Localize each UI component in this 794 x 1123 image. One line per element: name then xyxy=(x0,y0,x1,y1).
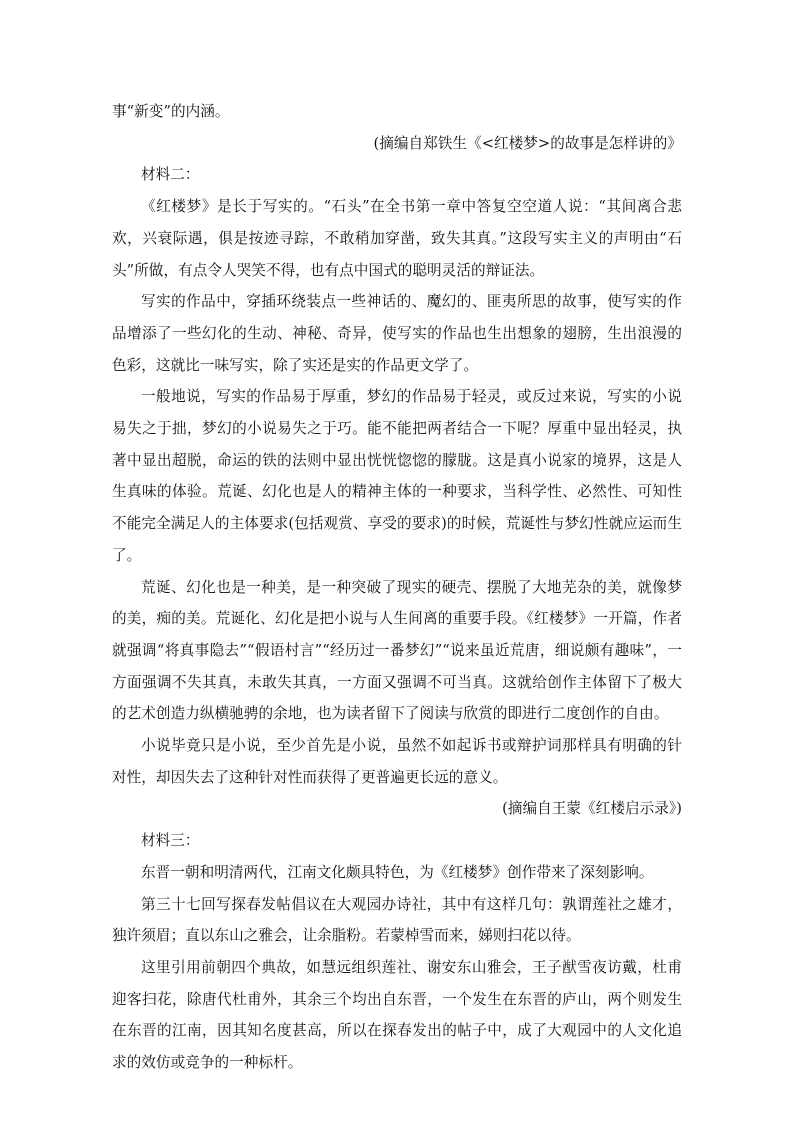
material-heading-3: 材料三： xyxy=(141,832,200,850)
paragraph: 东晋一朝和明清两代，江南文化颇具特色，为《红楼梦》创作带来了深刻影响。 xyxy=(141,863,654,881)
document-page xyxy=(112,96,682,1079)
material-heading-2: 材料二： xyxy=(141,166,200,184)
paragraph: 荒诞、幻化也是一种美，是一种突破了现实的硬壳、摆脱了大地芜杂的美，就像梦的美，痴的美。荒诞化、幻化是把小说与人生间离的重要手段。《红楼梦》一开篇，作者就强调“将真事隐去”“假语村言”“经历过一番梦幻”“说来虽近荒唐，细说颇有趣味”，一方面强调不失其真，未敢失其真，一方面又强调不可当真。这就给创作主体留下了极大的艺术创造力纵横驰骋的余地，也为读者留下了阅读与欣赏的即进行二度创作的自由。 xyxy=(112,578,682,723)
paragraph: 写实的作品中，穿插环绕装点一些神话的、魔幻的、匪夷所思的故事，使写实的作品增添了一些幻化的生动、神秘、奇异，使写实的作品也生出想象的翅膀，生出浪漫的色彩，这就比一味写实，除了实还是实的作品更文学了。 xyxy=(112,293,682,374)
paragraph: 一般地说，写实的作品易于厚重，梦幻的作品易于轻灵，或反过来说，写实的小说易失之于拙，梦幻的小说易失之于巧。能不能把两者结合一下呢？厚重中显出轻灵，执著中显出超脱，命运的铁的法则中显出恍恍惚惚的朦胧。这是真小说家的境界，这是人生真味的体验。荒诞、幻化也是人的精神主体的一种要求，当科学性、必然性、可知性不能完全满足人的主体要求(包括观赏、享受的要求)的时候，荒诞性与梦幻性就应运而生了。 xyxy=(112,388,682,564)
source-citation-2: (摘编自王蒙《红楼启示录》) xyxy=(502,800,682,818)
paragraph-continuation: 事“新变”的内涵。 xyxy=(112,103,230,120)
paragraph: 这里引用前朝四个典故，如慧远组织莲社、谢安东山雅会，王子猷雪夜访戴，杜甫迎客扫花，除唐代杜甫外，其余三个均出自东晋，一个发生在东晋的庐山，两个则发生在东晋的江南，因其知名度甚高，所以在探春发出的帖子中，成了大观园中的人文化追求的效仿或竞争的一种标杆。 xyxy=(112,958,682,1072)
source-citation-1: (摘编自郑铁生《<红楼梦>的故事是怎样讲的》 xyxy=(373,134,682,152)
paragraph: 小说毕竟只是小说，至少首先是小说，虽然不如起诉书或辩护词那样具有明确的针对性，却因失去了这种针对性而获得了更普遍更长远的意义。 xyxy=(112,737,682,786)
paragraph: 《红楼梦》是长于写实的。“石头”在全书第一章中答复空空道人说：“其间离合悲欢，兴衰际遇，俱是按迹寻踪，不敢稍加穿凿，致失其真。”这段写实主义的声明由“石头”所做，有点令人哭笑不得，也有点中国式的聪明灵活的辩证法。 xyxy=(112,198,682,279)
paragraph: 第三十七回写探春发帖倡议在大观园办诗社，其中有这样几句：孰谓莲社之雄才，独许须眉；直以东山之雅会，让余脂粉。若蒙棹雪而来，娣则扫花以待。 xyxy=(112,895,682,945)
